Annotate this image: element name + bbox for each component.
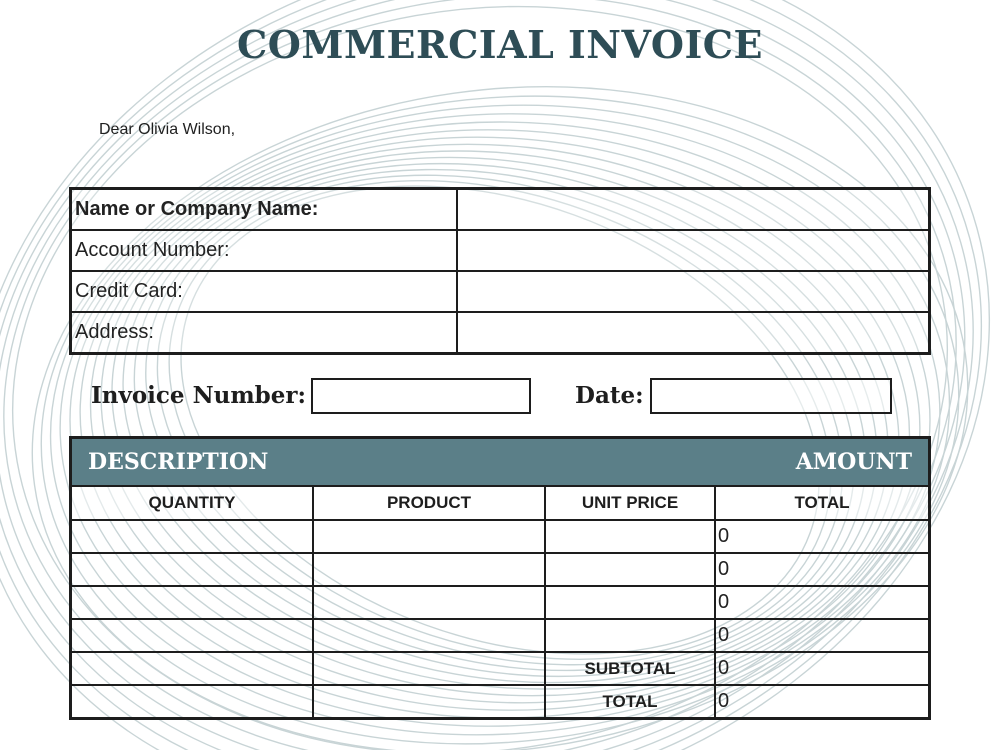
empty-cell [71,652,314,685]
quantity-cell[interactable] [71,586,314,619]
info-label-account: Account Number: [71,230,458,271]
total-cell: 0 [715,586,930,619]
info-value-name[interactable] [457,189,930,231]
col-header-total: TOTAL [715,486,930,520]
table-row [71,520,930,553]
info-row-name [71,189,930,231]
items-header-cell [71,438,930,487]
date-field[interactable] [650,378,892,414]
quantity-cell[interactable] [71,619,314,652]
info-row-address [71,312,930,354]
quantity-cell[interactable] [71,553,314,586]
col-header-product: PRODUCT [313,486,545,520]
col-header-unit-price: UNIT PRICE [545,486,715,520]
total-cell: 0 [715,520,930,553]
unit-price-cell[interactable] [545,553,715,586]
unit-price-cell[interactable] [545,520,715,553]
info-value-credit-card[interactable] [457,271,930,312]
product-cell[interactable] [313,586,545,619]
description-heading: DESCRIPTION [88,449,269,475]
total-label: TOTAL [545,685,715,719]
unit-price-cell[interactable] [545,619,715,652]
amount-heading: AMOUNT [795,449,912,475]
empty-cell [313,652,545,685]
product-cell[interactable] [313,619,545,652]
info-value-account[interactable] [457,230,930,271]
product-cell[interactable] [313,520,545,553]
column-header-row [71,486,930,520]
total-cell: 0 [715,553,930,586]
total-value: 0 [715,685,930,719]
table-row [71,586,930,619]
subtotal-value: 0 [715,652,930,685]
info-label-name: Name or Company Name: [71,189,458,231]
info-row-credit-card [71,271,930,312]
subtotal-label: SUBTOTAL [545,652,715,685]
total-row [71,685,930,719]
date-label: Date: [575,382,644,409]
items-header-band [71,438,930,487]
invoice-number-field[interactable] [311,378,531,414]
empty-cell [71,685,314,719]
info-value-address[interactable] [457,312,930,354]
col-header-quantity: QUANTITY [71,486,314,520]
total-cell: 0 [715,619,930,652]
subtotal-row [71,652,930,685]
empty-cell [313,685,545,719]
quantity-cell[interactable] [71,520,314,553]
line-items-table [69,436,931,720]
invoice-number-label: Invoice Number: [91,382,306,409]
page-title: COMMERCIAL INVOICE [237,22,763,67]
table-row [71,619,930,652]
info-label-credit-card: Credit Card: [71,271,458,312]
info-row-account [71,230,930,271]
product-cell[interactable] [313,553,545,586]
table-row [71,553,930,586]
customer-info-table [69,187,931,355]
greeting-text: Dear Olivia Wilson, [99,121,236,138]
info-label-address: Address: [71,312,458,354]
unit-price-cell[interactable] [545,586,715,619]
